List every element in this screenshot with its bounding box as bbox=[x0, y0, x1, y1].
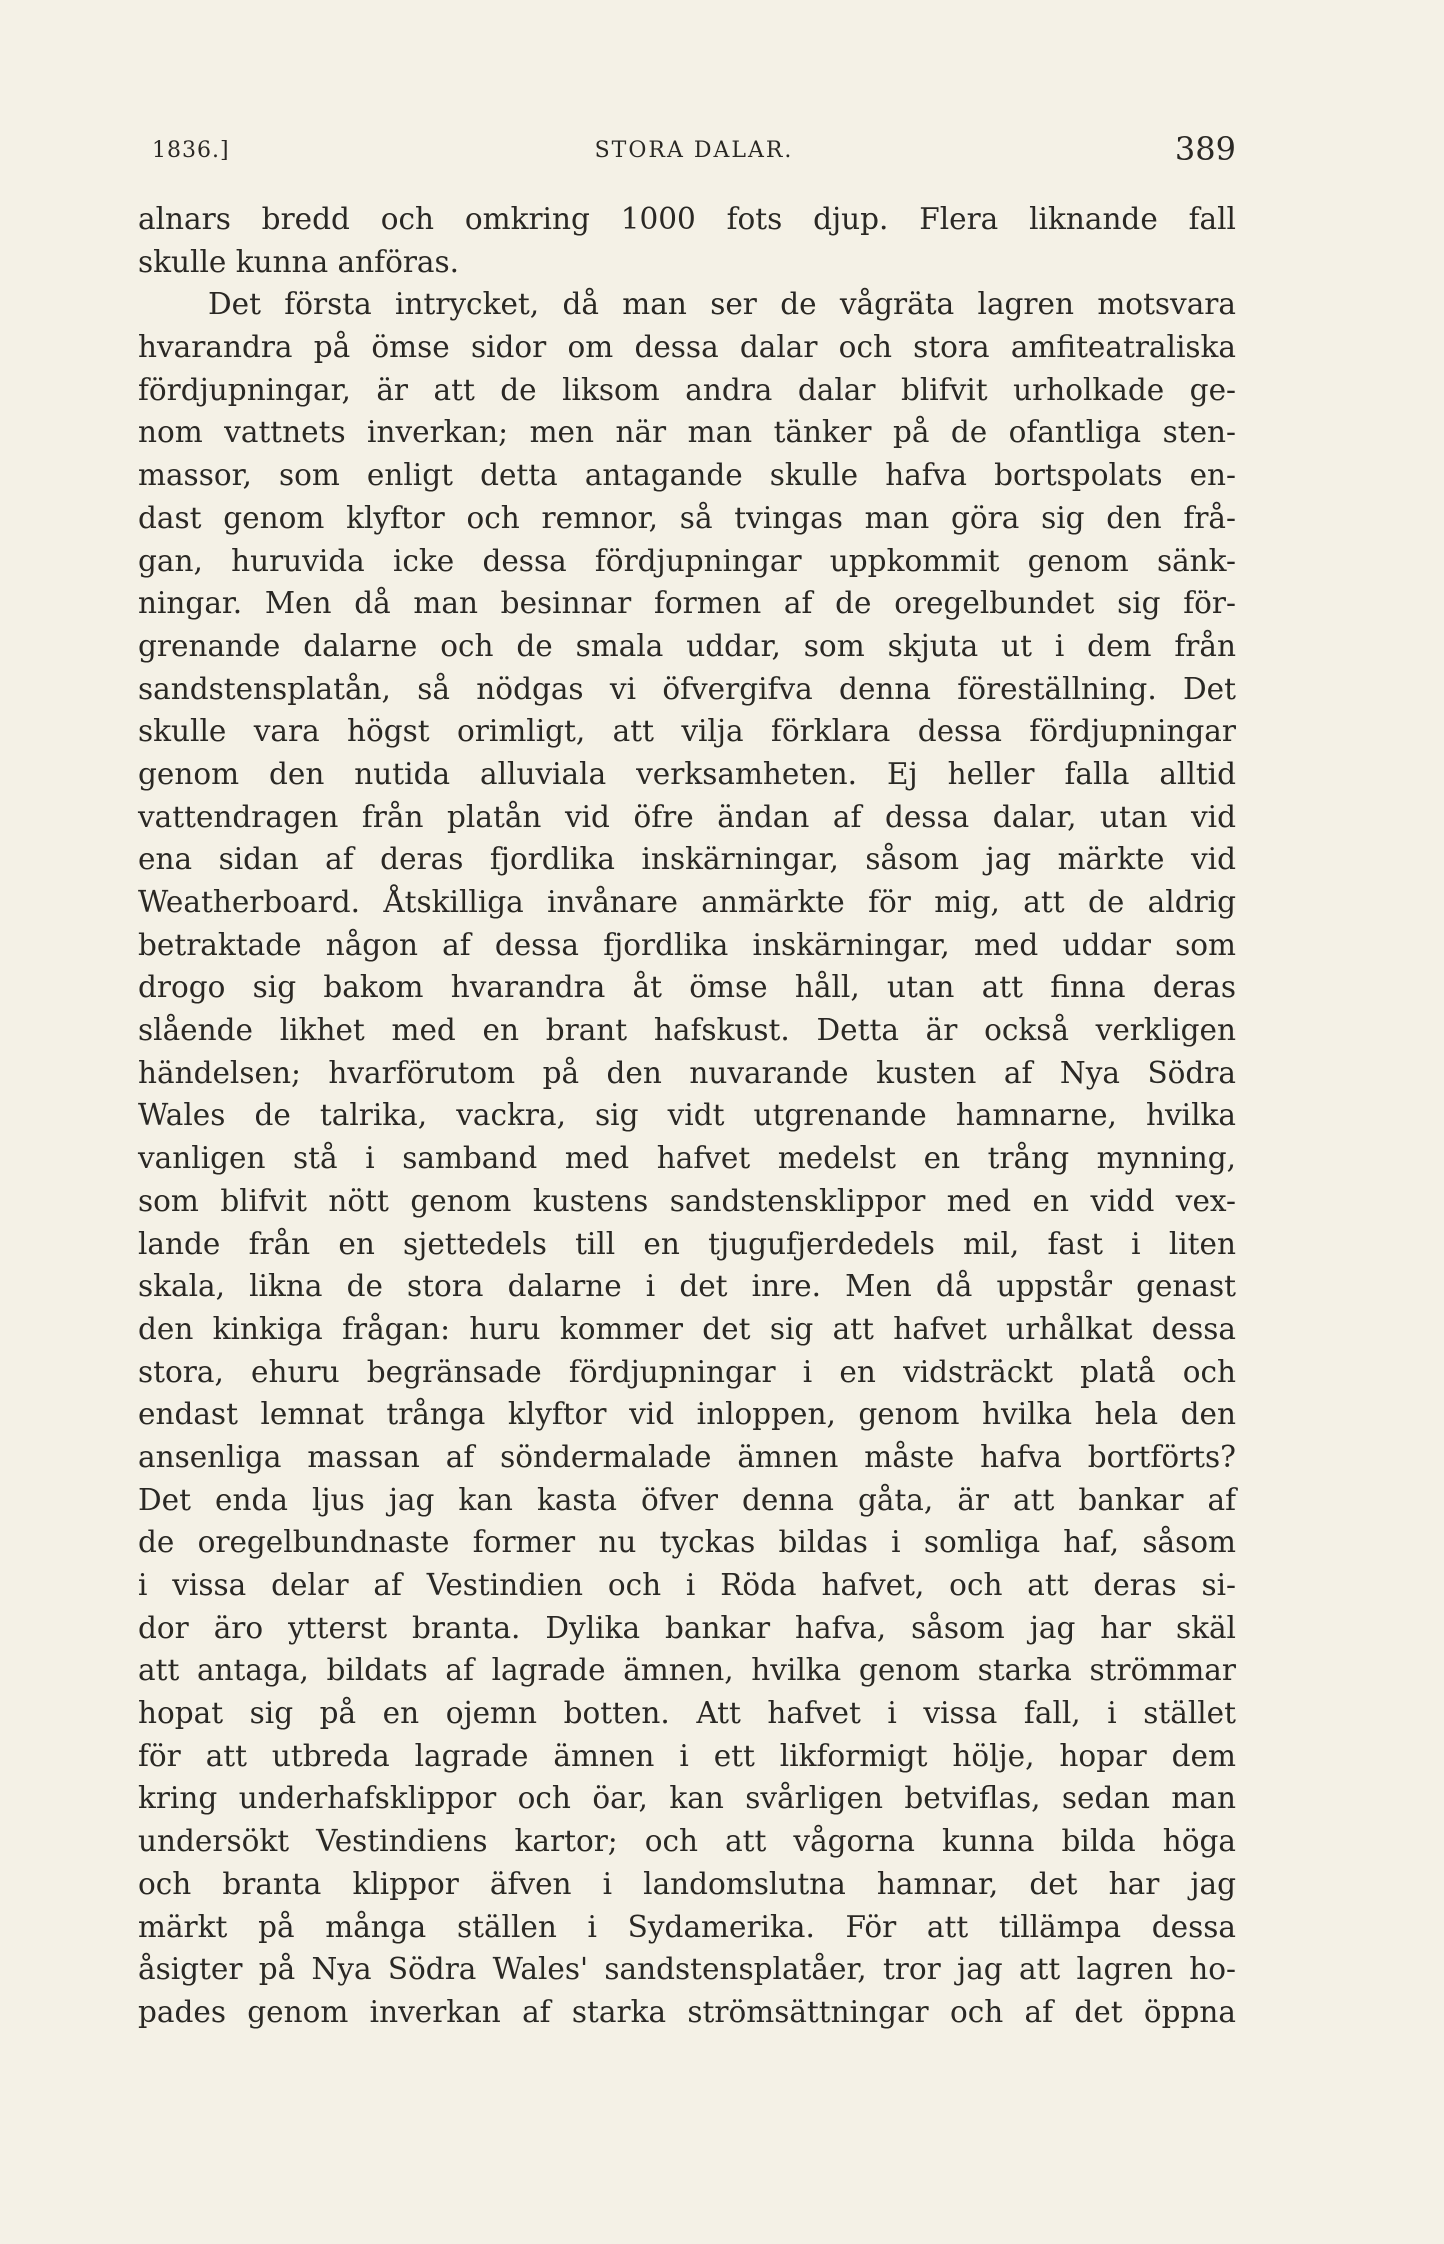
text-line: betraktade någon af dessa fjordlika inskärningar, med uddar som bbox=[138, 927, 1236, 962]
text-line: och branta klippor äfven i landomslutna hamnar, det har jag bbox=[138, 1866, 1236, 1901]
running-head bbox=[152, 130, 1236, 180]
page-number: 389 bbox=[1174, 130, 1236, 168]
text-line: hopat sig på en ojemn botten. Att hafvet i vissa fall, i stället bbox=[138, 1696, 1236, 1731]
text-line: vattendragen från platån vid öfre ändan af dessa dalar, utan vid bbox=[138, 799, 1236, 834]
text-line: Det första intrycket, då man ser de vågräta lagren motsvara bbox=[208, 287, 1236, 322]
running-head-year: 1836.] bbox=[152, 138, 230, 163]
text-line: som blifvit nött genom kustens sandstensklippor med en vidd vex- bbox=[138, 1183, 1236, 1218]
text-line: i vissa delar af Vestindien och i Röda hafvet, och att deras si- bbox=[138, 1568, 1236, 1602]
text-line: skala, likna de stora dalarne i det inre. Men då uppstår genast bbox=[138, 1269, 1236, 1304]
text-line: alnars bredd och omkring 1000 fots djup. Flera liknande fall bbox=[138, 202, 1236, 236]
text-line: endast lemnat trånga klyftor vid inloppen, genom hvilka hela den bbox=[138, 1397, 1236, 1432]
text-line: undersökt Vestindiens kartor; och att vågorna kunna bilda höga bbox=[138, 1824, 1236, 1859]
text-line: lande från en sjettedels till en tjugufjerdedels mil, fast i liten bbox=[138, 1226, 1236, 1261]
text-line: skulle vara högst orimligt, att vilja förklara dessa fördjupningar bbox=[138, 714, 1236, 749]
text-line: skulle kunna anföras. bbox=[138, 244, 460, 279]
text-line: massor, som enligt detta antagande skulle hafva bortspolats en- bbox=[138, 458, 1236, 493]
text-line: vanligen stå i samband med hafvet medelst en trång mynning, bbox=[138, 1141, 1236, 1176]
text-line: dast genom klyftor och remnor, så tvingas man göra sig den frå- bbox=[138, 500, 1236, 535]
text-line: hvarandra på ömse sidor om dessa dalar och stora amfiteatraliska bbox=[138, 330, 1236, 365]
body-text bbox=[138, 198, 1236, 2034]
text-line: fördjupningar, är att de liksom andra dalar blifvit urholkade ge- bbox=[138, 372, 1236, 407]
text-line: Det enda ljus jag kan kasta öfver denna gåta, är att bankar af bbox=[138, 1482, 1236, 1517]
text-line: ningar. Men då man besinnar formen af de oregelbundet sig för- bbox=[138, 586, 1236, 621]
text-line: ena sidan af deras fjordlika inskärningar, såsom jag märkte vid bbox=[138, 842, 1236, 877]
text-line: Weatherboard. Åtskilliga invånare anmärkte för mig, att de aldrig bbox=[138, 885, 1236, 919]
text-line: genom den nutida alluviala verksamheten. Ej heller falla alltid bbox=[138, 756, 1236, 791]
text-line: den kinkiga frågan: huru kommer det sig att hafvet urhålkat dessa bbox=[138, 1311, 1236, 1346]
text-line: pades genom inverkan af starka strömsättningar och af det öppna bbox=[138, 1994, 1236, 2029]
text-line: åsigter på Nya Södra Wales' sandstensplatåer, tror jag att lagren ho- bbox=[138, 1952, 1236, 1987]
text-line: kring underhafsklippor och öar, kan svårligen betviflas, sedan man bbox=[138, 1781, 1236, 1816]
text-line: drogo sig bakom hvarandra åt ömse håll, utan att finna deras bbox=[138, 970, 1236, 1005]
text-line: grenande dalarne och de smala uddar, som skjuta ut i dem från bbox=[138, 628, 1236, 663]
text-line: märkt på många ställen i Sydamerika. För att tillämpa dessa bbox=[138, 1909, 1236, 1944]
text-line: de oregelbundnaste former nu tyckas bildas i somliga haf, såsom bbox=[138, 1525, 1236, 1560]
text-line: gan, huruvida icke dessa fördjupningar uppkommit genom sänk- bbox=[138, 543, 1236, 578]
text-line: ansenliga massan af söndermalade ämnen måste hafva bortförts? bbox=[138, 1439, 1236, 1474]
text-line: slående likhet med en brant hafskust. Detta är också verkligen bbox=[138, 1013, 1236, 1048]
text-line: stora, ehuru begränsade fördjupningar i en vidsträckt platå och bbox=[138, 1354, 1236, 1389]
text-line: dor äro ytterst branta. Dylika bankar hafva, såsom jag har skäl bbox=[138, 1610, 1236, 1645]
text-line: att antaga, bildats af lagrade ämnen, hvilka genom starka strömmar bbox=[138, 1653, 1236, 1688]
text-line: för att utbreda lagrade ämnen i ett likformigt hölje, hopar dem bbox=[138, 1738, 1236, 1773]
text-line: händelsen; hvarförutom på den nuvarande kusten af Nya Södra bbox=[138, 1055, 1236, 1090]
running-head-title: STORA DALAR. bbox=[594, 138, 794, 163]
text-line: sandstensplatån, så nödgas vi öfvergifva denna föreställning. Det bbox=[138, 671, 1236, 706]
text-line: nom vattnets inverkan; men när man tänker på de ofantliga sten- bbox=[138, 415, 1236, 450]
text-line: Wales de talrika, vackra, sig vidt utgrenande hamnarne, hvilka bbox=[138, 1098, 1236, 1133]
